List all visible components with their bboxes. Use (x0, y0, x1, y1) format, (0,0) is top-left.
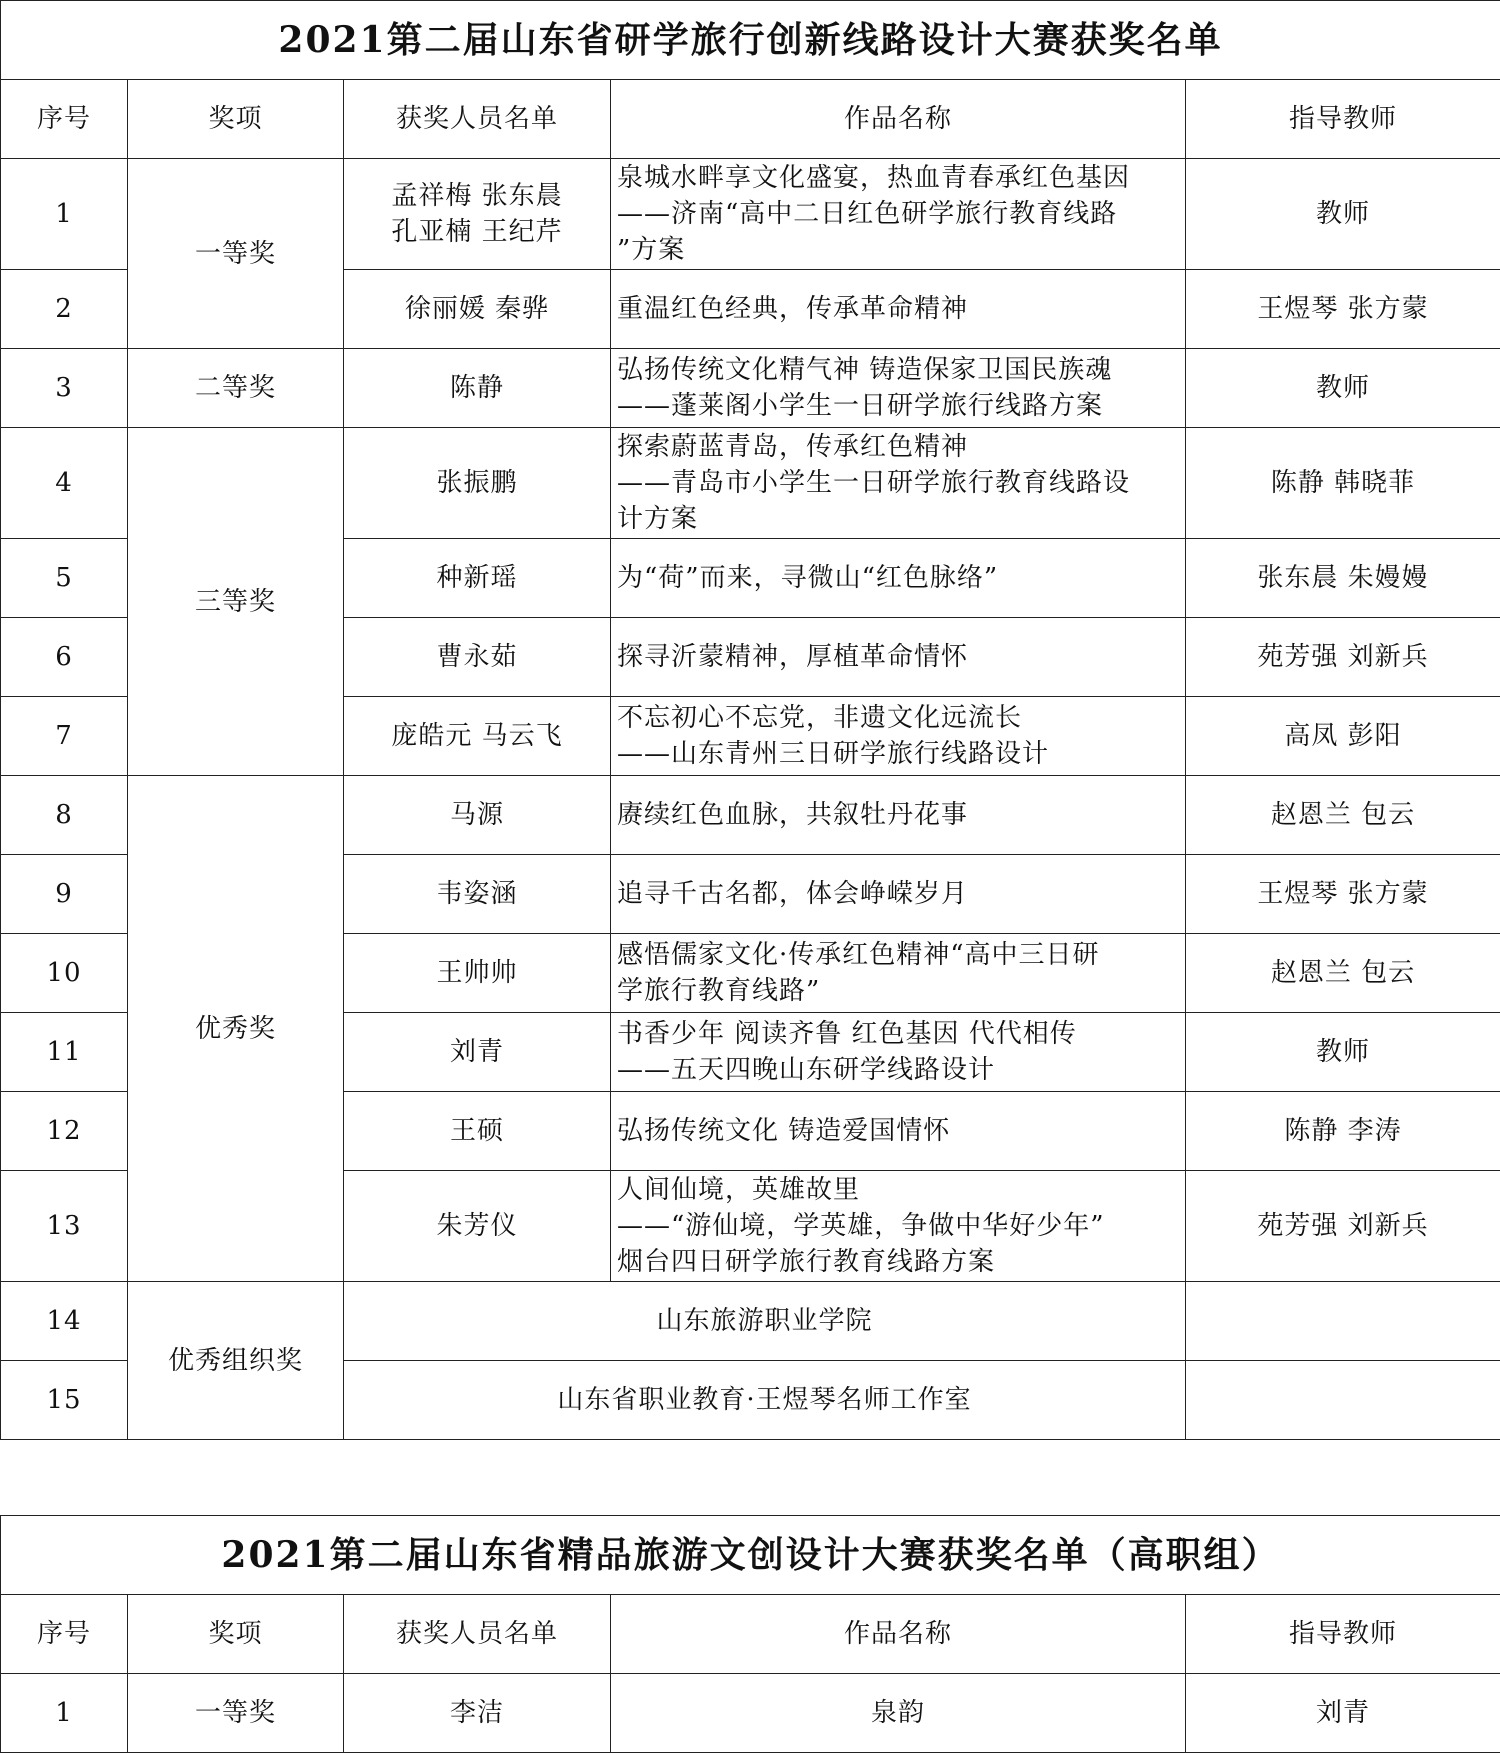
row-teacher: 教师 (1186, 159, 1500, 270)
header-no: 序号 (1, 80, 128, 159)
row-members: 王硕 (344, 1092, 611, 1171)
header-award: 奖项 (128, 1595, 344, 1674)
row-teacher: 苑芳强 刘新兵 (1186, 618, 1500, 697)
work-line: 弘扬传统文化精气神 铸造保家卫国民族魂 (617, 355, 1113, 385)
work-line: 计方案 (617, 504, 699, 534)
row-teacher: 高凤 彭阳 (1186, 697, 1500, 776)
row-work: 泉韵 (611, 1674, 1186, 1753)
row-work (611, 934, 1186, 1013)
row-no: 1 (1, 159, 128, 270)
row-members: 曹永茹 (344, 618, 611, 697)
award-third: 三等奖 (128, 428, 344, 776)
row-members: 李洁 (344, 1674, 611, 1753)
table-row (1, 349, 1500, 428)
work-line: ——“游仙境，学英雄，争做中华好少年” (617, 1211, 1105, 1241)
row-no: 10 (1, 934, 128, 1013)
row-teacher: 赵恩兰 包云 (1186, 934, 1500, 1013)
row-no: 13 (1, 1171, 128, 1282)
work-line: ——山东青州三日研学旅行线路设计 (617, 739, 1050, 769)
work-line: ”方案 (617, 235, 686, 265)
member-line: 孔亚楠 王纪芹 (391, 217, 563, 247)
row-work (611, 270, 1186, 349)
award-second: 二等奖 (128, 349, 344, 428)
row-members: 刘青 (344, 1013, 611, 1092)
row-members: 张振鹏 (344, 428, 611, 539)
header-teacher: 指导教师 (1186, 1595, 1500, 1674)
work-line: 探寻沂蒙精神，厚植革命情怀 (617, 642, 969, 672)
row-no: 5 (1, 539, 128, 618)
work-line: ——青岛市小学生一日研学旅行教育线路设 (617, 468, 1131, 498)
row-no: 7 (1, 697, 128, 776)
row-teacher: 王煜琴 张方蒙 (1186, 855, 1500, 934)
header-award: 奖项 (128, 80, 344, 159)
row-no: 1 (1, 1674, 128, 1753)
row-no: 6 (1, 618, 128, 697)
row-no: 9 (1, 855, 128, 934)
row-teacher: 教师 (1186, 349, 1500, 428)
org-name: 山东省职业教育·王煜琴名师工作室 (344, 1361, 1186, 1440)
header-members: 获奖人员名单 (344, 1595, 611, 1674)
row-work (611, 776, 1186, 855)
row-members: 韦姿涵 (344, 855, 611, 934)
work-line: 泉城水畔享文化盛宴，热血青春承红色基因 (617, 163, 1131, 193)
table-row (1, 159, 1500, 270)
table-row (1, 1674, 1500, 1753)
work-line: 感悟儒家文化·传承红色精神“高中三日研 (617, 940, 1100, 970)
work-line: 探索蔚蓝青岛，传承红色精神 (617, 432, 969, 462)
work-line: ——五天四晚山东研学线路设计 (617, 1055, 996, 1085)
row-teacher: 陈静 李涛 (1186, 1092, 1500, 1171)
row-no: 3 (1, 349, 128, 428)
work-line: 弘扬传统文化 铸造爱国情怀 (617, 1116, 951, 1146)
work-line: 烟台四日研学旅行教育线路方案 (617, 1247, 996, 1277)
row-members: 种新瑶 (344, 539, 611, 618)
header-row (1, 80, 1500, 159)
work-line: 为“荷”而来，寻微山“红色脉络” (617, 563, 999, 593)
row-no: 2 (1, 270, 128, 349)
row-members: 朱芳仪 (344, 1171, 611, 1282)
work-line: ——济南“高中二日红色研学旅行教育线路 (617, 199, 1118, 229)
row-no: 12 (1, 1092, 128, 1171)
org-name: 山东旅游职业学院 (344, 1282, 1186, 1361)
row-teacher: 教师 (1186, 1013, 1500, 1092)
header-work: 作品名称 (611, 80, 1186, 159)
row-teacher (1186, 1282, 1500, 1361)
row-members: 马源 (344, 776, 611, 855)
row-work (611, 349, 1186, 428)
work-line: 追寻千古名都，体会峥嵘岁月 (617, 879, 969, 909)
work-line: ——蓬莱阁小学生一日研学旅行线路方案 (617, 391, 1104, 421)
row-teacher: 王煜琴 张方蒙 (1186, 270, 1500, 349)
work-line: 重温红色经典，传承革命精神 (617, 294, 969, 324)
row-work (611, 855, 1186, 934)
header-row (1, 1595, 1500, 1674)
row-no: 4 (1, 428, 128, 539)
row-work (611, 1092, 1186, 1171)
row-teacher: 刘青 (1186, 1674, 1500, 1753)
work-line: 人间仙境，英雄故里 (617, 1175, 861, 1205)
row-no: 14 (1, 1282, 128, 1361)
header-teacher: 指导教师 (1186, 80, 1500, 159)
row-work (611, 428, 1186, 539)
row-teacher: 苑芳强 刘新兵 (1186, 1171, 1500, 1282)
award-organization: 优秀组织奖 (128, 1282, 344, 1440)
table-row (1, 776, 1500, 855)
row-teacher: 赵恩兰 包云 (1186, 776, 1500, 855)
award-table-cultural-creative (0, 1515, 1500, 1753)
table-row (1, 1282, 1500, 1361)
row-work (611, 1013, 1186, 1092)
work-line: 学旅行教育线路” (617, 976, 821, 1006)
row-members: 王帅帅 (344, 934, 611, 1013)
row-members: 徐丽媛 秦骅 (344, 270, 611, 349)
work-line: 赓续红色血脉，共叙牡丹花事 (617, 800, 969, 830)
row-work (611, 697, 1186, 776)
work-line: 书香少年 阅读齐鲁 红色基因 代代相传 (617, 1019, 1077, 1049)
row-no: 8 (1, 776, 128, 855)
row-teacher: 张东晨 朱嫚嫚 (1186, 539, 1500, 618)
row-teacher (1186, 1361, 1500, 1440)
row-members (344, 159, 611, 270)
member-line: 孟祥梅 张东晨 (391, 181, 563, 211)
award-first: 一等奖 (128, 159, 344, 349)
header-members: 获奖人员名单 (344, 80, 611, 159)
header-work: 作品名称 (611, 1595, 1186, 1674)
row-work (611, 618, 1186, 697)
work-line: 不忘初心不忘党，非遗文化远流长 (617, 703, 1023, 733)
row-no: 11 (1, 1013, 128, 1092)
award-excellent: 优秀奖 (128, 776, 344, 1282)
table-title: 2021第二届山东省精品旅游文创设计大赛获奖名单（高职组） (1, 1516, 1500, 1595)
row-members: 陈静 (344, 349, 611, 428)
table-row (1, 428, 1500, 539)
row-no: 15 (1, 1361, 128, 1440)
table-title: 2021第二届山东省研学旅行创新线路设计大赛获奖名单 (1, 1, 1500, 80)
row-award: 一等奖 (128, 1674, 344, 1753)
row-members: 庞皓元 马云飞 (344, 697, 611, 776)
header-no: 序号 (1, 1595, 128, 1674)
row-work (611, 159, 1186, 270)
row-work (611, 1171, 1186, 1282)
row-teacher: 陈静 韩晓菲 (1186, 428, 1500, 539)
row-work (611, 539, 1186, 618)
